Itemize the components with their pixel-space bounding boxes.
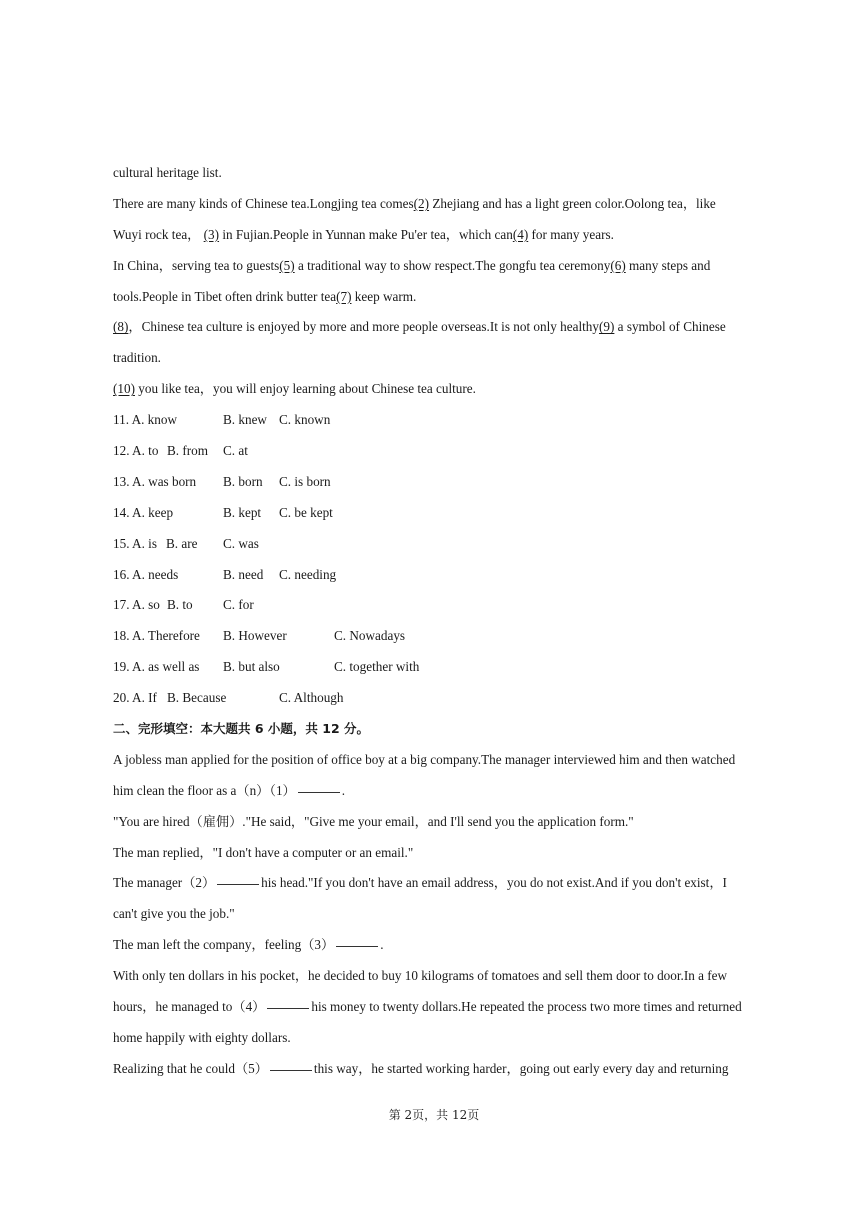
passage-line: With only ten dollars in his pocket，he decided to buy 10 kilograms of tomatoes and sell them door to door.In a few — [113, 968, 728, 984]
option-row: 18. A. Therefore B. However C. Nowadays — [113, 628, 406, 644]
blank-2: (2) — [413, 195, 430, 211]
passage-line: (8)，Chinese tea culture is enjoyed by more and more people overseas.It is not only healthy(9) a symbol of Chinese — [113, 319, 726, 335]
passage-line: The man replied，"I don't have a computer or an email." — [113, 844, 414, 860]
passage-line: The man left the company，feeling（3） . — [113, 937, 384, 953]
blank-3: (3) — [203, 226, 220, 242]
blank-line — [270, 1069, 312, 1071]
blank-line — [336, 945, 378, 947]
passage-line: hours，he managed to（4） his money to twenty dollars.He repeated the process two more times and returned — [113, 999, 742, 1015]
blank-8: (8) — [113, 319, 129, 335]
option-row: 13. A. was born B. born C. is born — [113, 473, 331, 489]
passage-line: tools.People in Tibet often drink butter tea(7) keep warm. — [113, 288, 417, 304]
page-footer: 第 2页，共 12页 — [388, 1108, 480, 1122]
option-row: 19. A. as well as B. but also C. together with — [113, 659, 420, 675]
option-row: 16. A. needs B. need C. needing — [113, 566, 337, 582]
passage-line: The manager（2） his head."If you don't have an email address，you do not exist.And if you don't exist，I — [113, 875, 727, 891]
blank-7: (7) — [336, 288, 352, 304]
option-row: 15. A. is B. are C. was — [113, 535, 259, 551]
page-content — [113, 158, 758, 1085]
passage-line: tradition. — [113, 350, 161, 366]
option-row: 14. A. keep B. kept C. be kept — [113, 504, 333, 520]
passage-line: Realizing that he could（5） this way，he started working harder，going out early every day and returning — [113, 1060, 729, 1076]
blank-line — [267, 1007, 309, 1009]
passage-line: home happily with eighty dollars. — [113, 1029, 291, 1045]
option-row: 11. A. know B. knew C. known — [113, 412, 331, 428]
section-heading: 二、完形填空：本大题共 6 小题，共 12 分。 — [113, 721, 370, 737]
blank-6: (6) — [610, 257, 626, 273]
passage-line: cultural heritage list. — [113, 165, 222, 180]
option-row: 17. A. so B. to C. for — [113, 597, 254, 613]
passage-line: can't give you the job." — [113, 906, 235, 922]
passage-line: him clean the floor as a（n）（1） . — [113, 782, 346, 798]
passage-line: "You are hired（雇佣）."He said，"Give me your email，and I'll send you the application form." — [113, 813, 634, 829]
blank-5: (5) — [279, 257, 295, 273]
blank-9: (9) — [598, 319, 615, 335]
passage-line: Wuyi rock tea， (3) in Fujian.People in Yunnan make Pu'er tea，which can(4) for many years. — [113, 226, 614, 242]
blank-line — [217, 883, 259, 885]
option-row: 12. A. to B. from C. at — [113, 443, 248, 459]
passage-line: In China，serving tea to guests(5) a traditional way to show respect.The gongfu tea ceremony(6) many steps and — [113, 257, 711, 273]
blank-4: (4) — [512, 226, 529, 242]
option-row: 20. A. If B. Because C. Although — [113, 690, 344, 706]
passage-line: (10) you like tea，you will enjoy learning about Chinese tea culture. — [113, 381, 476, 397]
passage-line: There are many kinds of Chinese tea.Longjing tea comes(2) Zhejiang and has a light green color.Oolong tea，like — [113, 195, 716, 211]
blank-10: (10) — [113, 381, 135, 397]
blank-line — [298, 791, 340, 793]
passage-line: A jobless man applied for the position of office boy at a big company.The manager interviewed him and then watched — [113, 751, 736, 767]
